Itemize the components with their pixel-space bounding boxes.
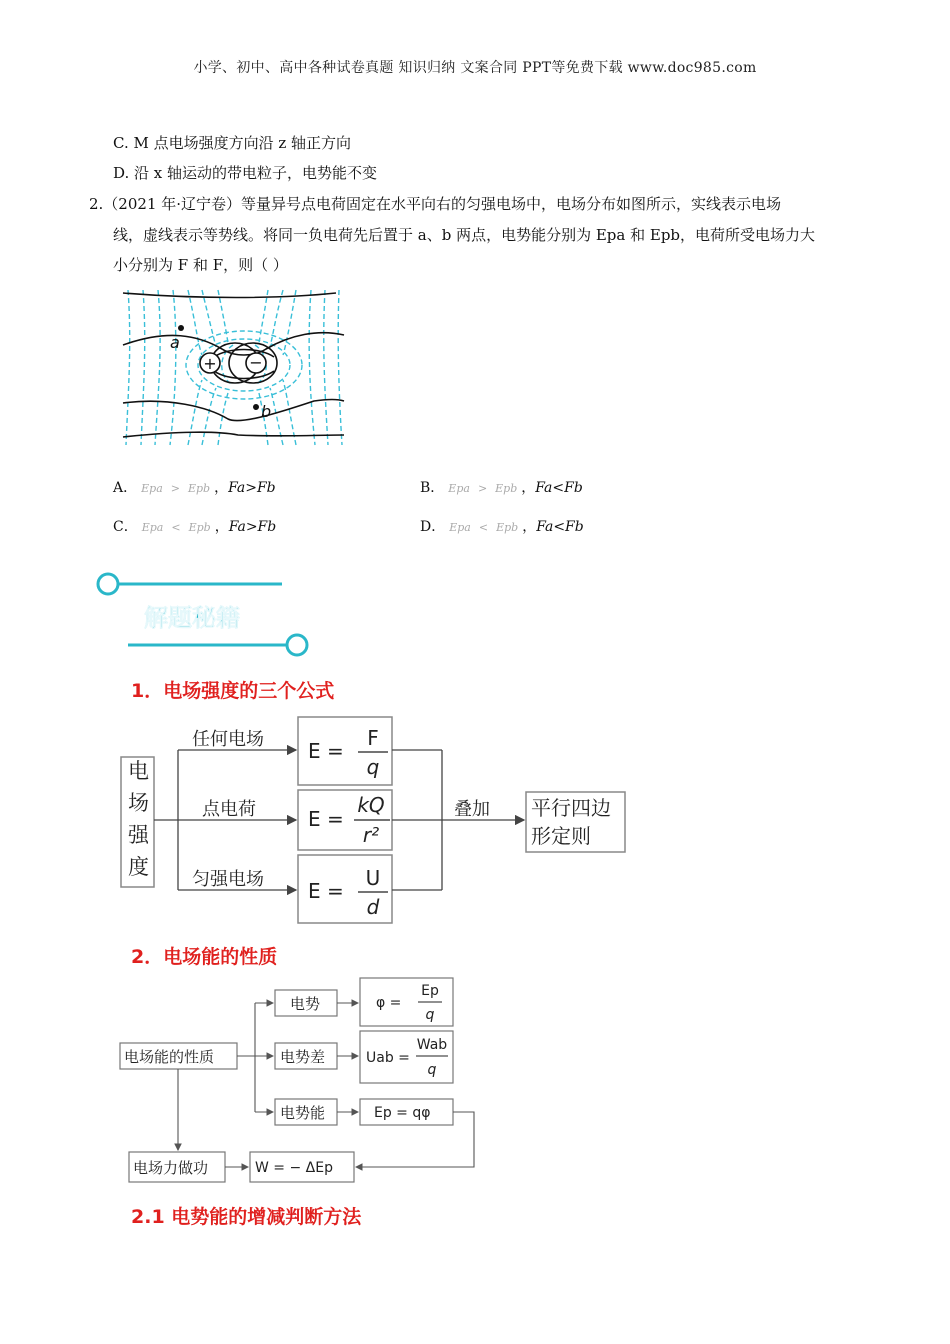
point-b-dot [253,404,259,410]
branch-label-point-charge: 点电荷 [202,799,256,820]
potential-den: q [425,1007,435,1023]
root-char-3: 强 [128,823,149,847]
work-label: 电场力做功 [133,1159,209,1177]
potential-diff-lhs: Uab = [366,1050,410,1066]
field-strength-diagram [118,712,630,927]
question-2-line-1: 2.（2021 年·辽宁卷）等量异号点电荷固定在水平向右的匀强电场中，电场分布如图所示，实线表示电场 [89,195,782,213]
item-potential-label: 电势 [290,995,321,1013]
root-char-1: 电 [128,759,149,783]
den-uniform-field: d [366,895,380,919]
solution-banner [92,568,317,663]
work-formula: W = − ΔEp [255,1160,333,1176]
prev-option-c: C. M 点电场强度方向沿 z 轴正方向 [113,134,352,152]
item-potential-diff-label: 电势差 [280,1048,326,1066]
field-line-figure [118,285,350,450]
root-char-4: 度 [128,855,149,879]
root-label: 电场能的性质 [124,1048,215,1066]
section-2-title: 2．电场能的性质 [131,946,278,968]
den-point-charge: r² [362,823,380,847]
potential-diff-den: q [427,1062,437,1078]
positive-charge: + [203,354,217,373]
eq-uniform-field: E = [308,879,344,903]
result-line-2: 形定则 [531,824,591,848]
branch-label-uniform-field: 匀强电场 [192,869,264,890]
branch-label-any-field: 任何电场 [192,729,264,750]
page-header: 小学、初中、高中各种试卷真题 知识归纳 文案合同 PPT等免费下载 www.doc985.com [193,60,757,76]
question-2-line-3: 小分别为 F 和 F，则（ ） [113,256,288,274]
potential-diff-num: Wab [416,1037,448,1053]
question-2-line-2: 线，虚线表示等势线。将同一负电荷先后置于 a、b 两点，电势能分别为 Epa 和 Epb，电荷所受电场力大 [113,226,816,244]
eq-point-charge: E = [308,807,344,831]
label-b: b [261,402,272,421]
num-any-field: F [367,726,379,750]
option-a[interactable]: A． Epa > Epb ，Fa>Fb [113,480,276,496]
label-a: a [170,333,180,352]
result-line-1: 平行四边 [531,796,611,820]
potential-num: Ep [421,983,439,999]
item-potential-energy-label: 电势能 [280,1104,326,1122]
num-uniform-field: U [365,866,381,890]
potential-energy-formula: Ep = qφ [374,1105,431,1121]
section-1-title: 1．电场强度的三个公式 [131,680,335,702]
option-b[interactable]: B． Epa > Epb ，Fa<Fb [420,480,583,496]
banner-title: 解题秘籍 [144,604,240,632]
point-a-dot [178,325,184,331]
negative-charge: − [249,353,263,372]
root-char-2: 场 [128,791,149,815]
num-point-charge: kQ [357,793,385,817]
potential-properties-diagram [118,975,483,1195]
merge-label: 叠加 [454,799,490,820]
potential-lhs: φ = [376,995,402,1011]
option-c[interactable]: C． Epa < Epb ，Fa>Fb [113,519,277,535]
option-d[interactable]: D． Epa < Epb ，Fa<Fb [420,519,584,535]
prev-option-d: D. 沿 x 轴运动的带电粒子，电势能不变 [113,164,378,182]
section-2-1-title: 2.1 电势能的增减判断方法 [131,1206,362,1228]
den-any-field: q [366,755,380,779]
eq-any-field: E = [308,739,344,763]
